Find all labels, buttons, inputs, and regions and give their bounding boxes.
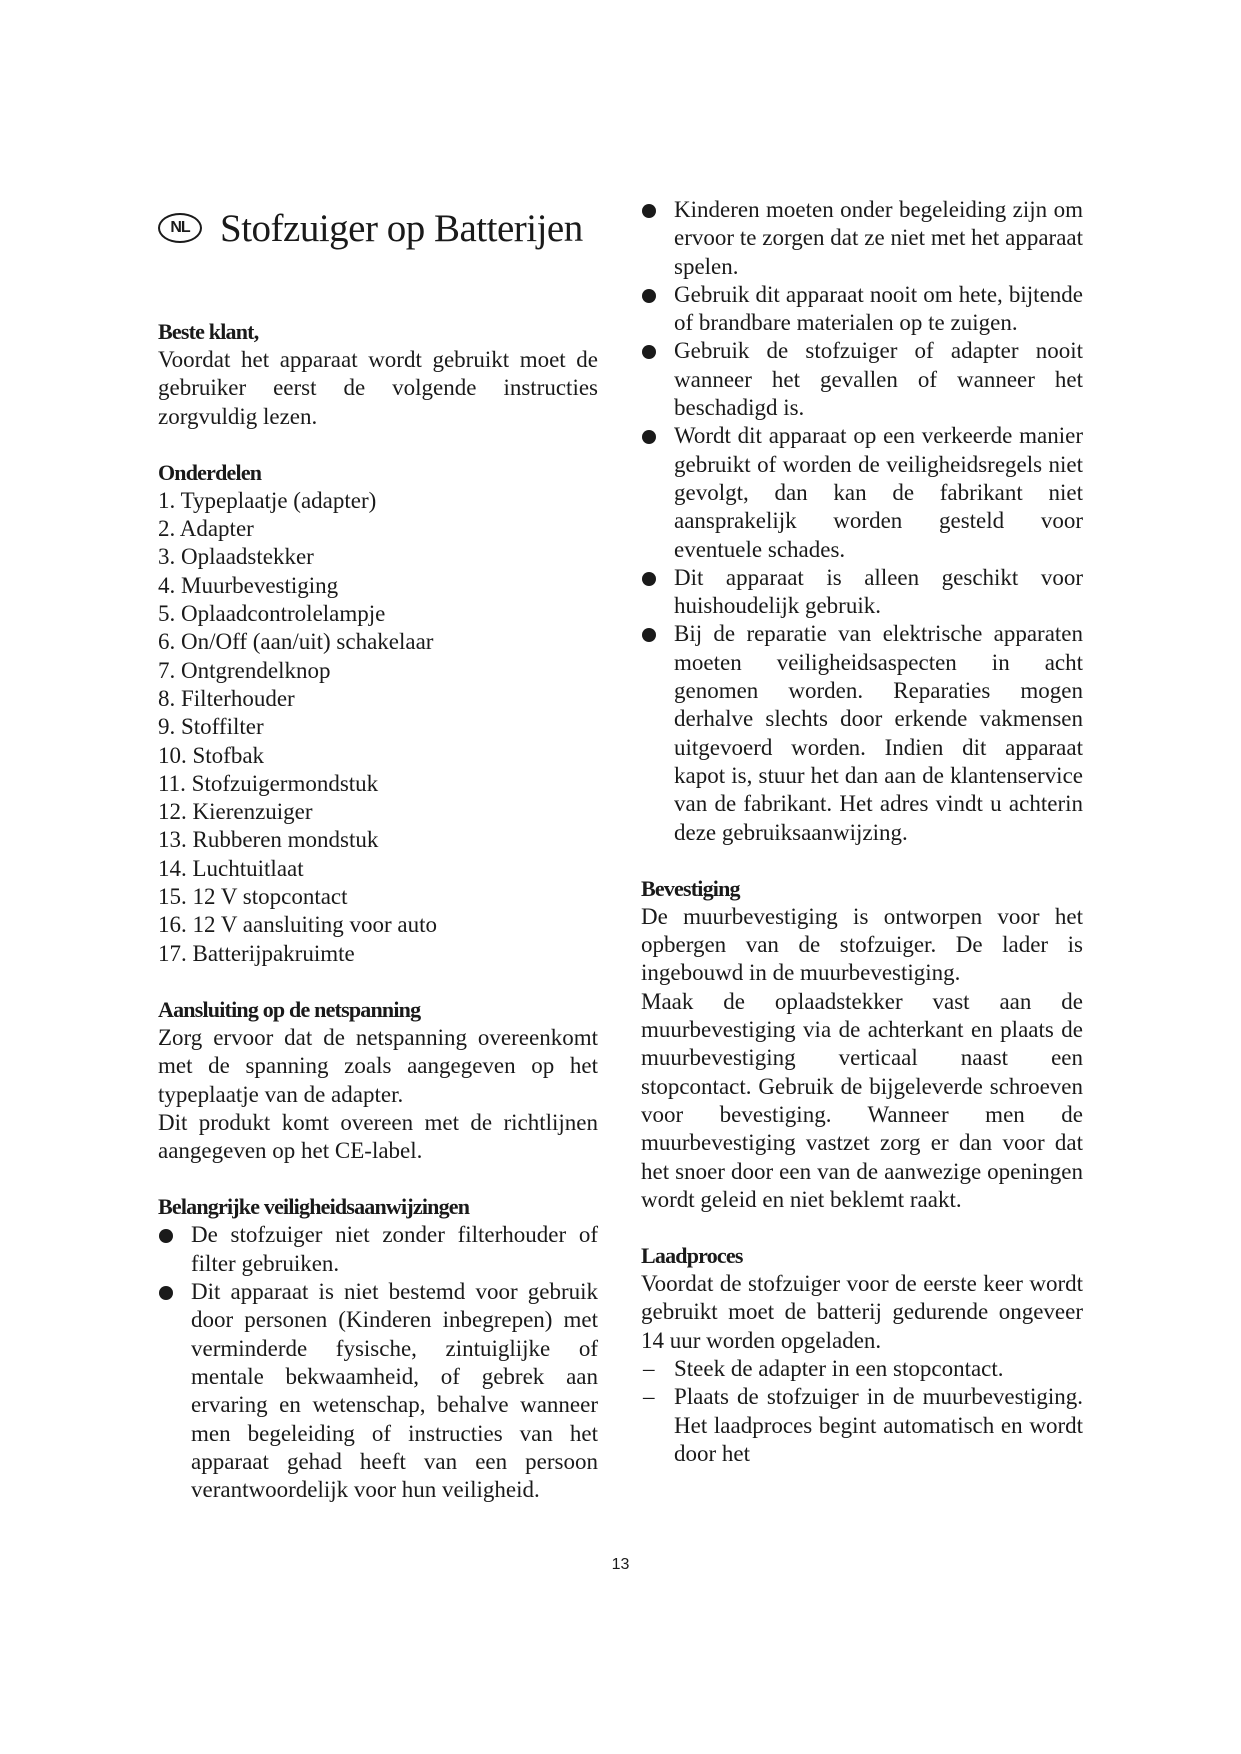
list-item: Wordt dit apparaat op een verkeerde manier gebruikt of worden de veiligheidsregels niet gevolgt, dan kan de fabrikant niet aansprakelijk worden gesteld voor eventuele schades. [641, 422, 1083, 563]
parts-list [158, 487, 598, 968]
list-item: 10. Stofbak [158, 742, 265, 768]
mounting-text-1: De muurbevestiging is ontworpen voor het opbergen van de stofzuiger. De lader is ingebouwd in de muurbevestiging. [641, 903, 1083, 986]
parts-section [158, 459, 598, 968]
list-item: Dit apparaat is alleen geschikt voor huishoudelijk gebruik. [641, 564, 1083, 621]
safety-section [158, 1193, 598, 1504]
list-item: 5. Oplaadcontrolelampje [158, 601, 386, 627]
page-title: Stofzuiger op Batterijen [220, 206, 583, 250]
language-badge: NL [158, 213, 202, 243]
parts-heading: Onderdelen [158, 459, 262, 485]
mounting-heading: Bevestiging [641, 875, 740, 901]
list-item: De stofzuiger niet zonder filterhouder of filter gebruiken. [158, 1221, 598, 1278]
list-item: 2. Adapter [158, 516, 254, 542]
page-number: 13 [611, 1556, 630, 1573]
page-header [158, 202, 598, 254]
list-item: 7. Ontgrendelknop [158, 657, 331, 683]
safety-list-part-1 [158, 1221, 598, 1504]
mains-heading: Aansluiting op de netspanning [158, 996, 421, 1022]
list-item: Bij de reparatie van elektrische apparaten moeten veiligheidsaspecten in acht genomen worden. Reparaties mogen derhalve slechts door erkende vakmensen uitgevoerd worden. Indien dit apparaat kapot is, stuur het dan aan de klantenservice van de fabrikant. Het adres vindt u achterin deze gebruiksaanwijzing. [641, 620, 1083, 846]
list-item: 17. Batterijpakruimte [158, 940, 355, 966]
list-item: 6. On/Off (aan/uit) schakelaar [158, 629, 434, 655]
list-item: – Plaats de stofzuiger in de muurbevestiging. Het laadproces begint automatisch en wordt door het [641, 1383, 1083, 1468]
list-item: 3. Oplaadstekker [158, 544, 314, 570]
mains-text-2: Dit produkt komt overeen met de richtlijnen aangegeven op het CE-label. [158, 1109, 598, 1164]
mounting-section [641, 875, 1083, 1214]
list-item: 4. Muurbevestiging [158, 572, 339, 598]
list-item: 12. Kierenzuiger [158, 799, 313, 825]
list-item: Gebruik dit apparaat nooit om hete, bijtende of brandbare materialen op te zuigen. [641, 281, 1083, 338]
list-item: Dit apparaat is niet bestemd voor gebruik door personen (Kinderen inbegrepen) met verminderde fysische, zintuiglijke of mentale bekwaamheid, of gebrek aan ervaring en wetenschap, behalve wanneer men begeleiding of instructies van het apparaat gehad heeft van een persoon verantwoordelijk voor hun veiligheid. [158, 1278, 598, 1504]
list-item: Kinderen moeten onder begeleiding zijn om ervoor te zorgen dat ze niet met het apparaat spelen. [641, 196, 1083, 281]
list-item: 1. Typeplaatje (adapter) [158, 487, 377, 513]
list-item: 15. 12 V stopcontact [158, 884, 348, 910]
list-item: 9. Stoffilter [158, 714, 264, 740]
list-item: 8. Filterhouder [158, 685, 295, 711]
left-column [158, 196, 598, 1532]
charging-steps [641, 1355, 1083, 1468]
safety-continued [641, 196, 1083, 847]
intro-heading: Beste klant, [158, 319, 259, 344]
intro-section [158, 318, 598, 431]
safety-heading: Belangrijke veiligheidsaanwijzingen [158, 1194, 470, 1220]
list-item: 13. Rubberen mondstuk [158, 827, 379, 853]
list-item: Gebruik de stofzuiger of adapter nooit wanneer het gevallen of wanneer het beschadigd is. [641, 337, 1083, 422]
list-item: – Steek de adapter in een stopcontact. [641, 1355, 1083, 1383]
list-item: 14. Luchtuitlaat [158, 855, 304, 881]
mains-section [158, 996, 598, 1165]
charging-heading: Laadproces [641, 1243, 743, 1269]
list-item: 11. Stofzuigermondstuk [158, 770, 379, 796]
safety-list-part-2 [641, 196, 1083, 847]
mains-text-1: Zorg ervoor dat de netspanning overeenkomt met de spanning zoals aangegeven op het typeplaatje van de adapter. [158, 1024, 598, 1107]
intro-text: Voordat het apparaat wordt gebruikt moet de gebruiker eerst de volgende instructies zorgvuldig lezen. [158, 347, 598, 429]
mounting-text-2: Maak de oplaadstekker vast aan de muurbevestiging via de achterkant en plaats de muurbevestiging verticaal naast een stopcontact. Gebruik de bijgeleverde schroeven voor bevestiging. Wanneer men de muurbevestiging vastzet zorg er dan voor dat het snoer door een van de aanwezige openingen wordt geleid en niet beklemt raakt. [641, 988, 1083, 1212]
list-item: 16. 12 V aansluiting voor auto [158, 912, 437, 938]
charging-section [641, 1242, 1083, 1468]
right-column [641, 196, 1083, 1496]
charging-text: Voordat de stofzuiger voor de eerste keer wordt gebruikt moet de batterij gedurende ongeveer 14 uur worden opgeladen. [641, 1271, 1083, 1353]
